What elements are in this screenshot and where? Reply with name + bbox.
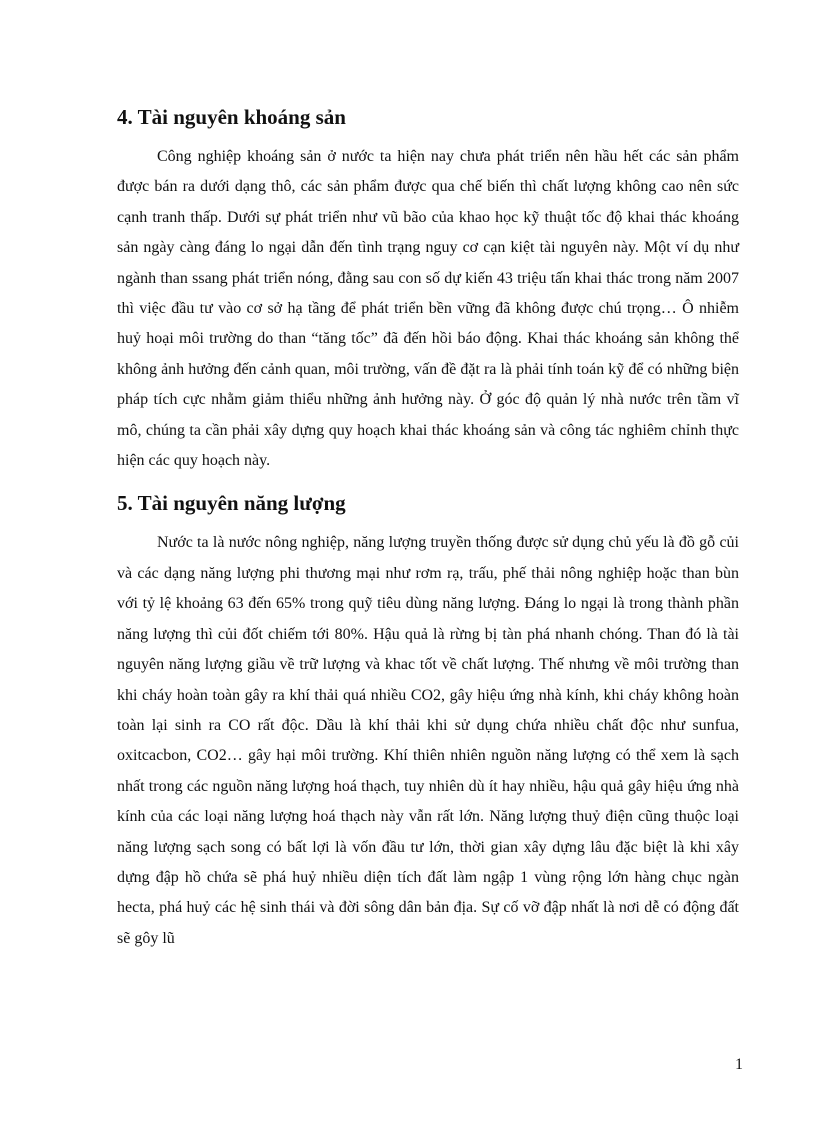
page-content [117,100,739,964]
section-4-paragraph: Công nghiệp khoáng sản ở nước ta hiện nay chưa phát triển nên hầu hết các sản phẩm được bán ra dưới dạng thô, các sản phẩm được qua chế biến thì chất lượng không cao nên sức cạnh tranh thấp. Dưới sự phát triển như vũ bão của khao học kỹ thuật tốc độ khai thác khoáng sản ngày càng đáng lo ngại dẫn đến tình trạng nguy cơ cạn kiệt tài nguyên này. Một ví dụ như ngành than ssang phát triển nóng, đằng sau con số dự kiến 43 triệu tấn khai thác trong năm 2007 thì việc đầu tư vào cơ sở hạ tầng để phát triển bền vững đã không được chú trọng… Ô nhiễm huỷ hoại môi trường do than “tăng tốc” đã đến hồi báo động. Khai thác khoáng sản không thể không ảnh hưởng đến cảnh quan, môi trường, vấn đề đặt ra là phải tính toán kỹ để có những biện pháp tích cực nhằm giảm thiểu những ảnh hưởng này. Ở góc độ quản lý nhà nước trên tầm vĩ mô, chúng ta cần phải xây dựng quy hoạch khai thác khoáng sản và công tác nghiêm chỉnh thực hiện các quy hoạch này. [117,148,739,470]
section-4-heading: 4. Tài nguyên khoáng sản [117,105,346,129]
section-5-heading: 5. Tài nguyên năng lượng [117,491,346,516]
section-5-paragraph: Nước ta là nước nông nghiệp, năng lượng truyền thống được sử dụng chủ yếu là đồ gỗ củi và các dạng năng lượng phi thương mại như rơm rạ, trấu, phế thải nông nghiệp hoặc than bùn với tỷ lệ khoảng 63 đến 65% trong quỹ tiêu dùng năng lượng. Đáng lo ngại là trong thành phần năng lượng thì củi đốt chiếm tới 80%. Hậu quả là rừng bị tàn phá nhanh chóng. Than đó là tài nguyên năng lượng giầu về trữ lượng và khac tốt về chất lượng. Thế nhưng về môi trường than khi cháy hoàn toàn gây ra khí thải quá nhiều CO2, gây hiệu ứng nhà kính, khi cháy không hoàn toàn lại sinh ra CO rất độc. Dầu là khí thải khi sử dụng chứa nhiều chất độc như sunfua, oxitcacbon, CO2… gây hại môi trường. Khí thiên nhiên nguồn năng lượng có thể xem là sạch nhất trong các nguồn năng lượng hoá thạch, tuy nhiên dù ít hay nhiều, hậu quả gây hiệu ứng nhà kính của các loại năng lượng hoá thạch này vẫn rất lớn. Năng lượng thuỷ điện cũng thuộc loại năng lượng sạch song có bất lợi là vốn đầu tư lớn, thời gian xây dựng lâu đặc biệt là khi xây dựng đập hồ chứa sẽ phá huỷ nhiều diện tích đất làm ngập 1 vùng rộng lớn hàng chục ngàn hecta, phá huỷ các hệ sinh thái và đời sông dân bản địa. Sự cố vỡ đập nhất là nơi dễ có động đất sẽ gôy lũ [117,534,739,947]
page-number: 1 [735,1056,743,1073]
